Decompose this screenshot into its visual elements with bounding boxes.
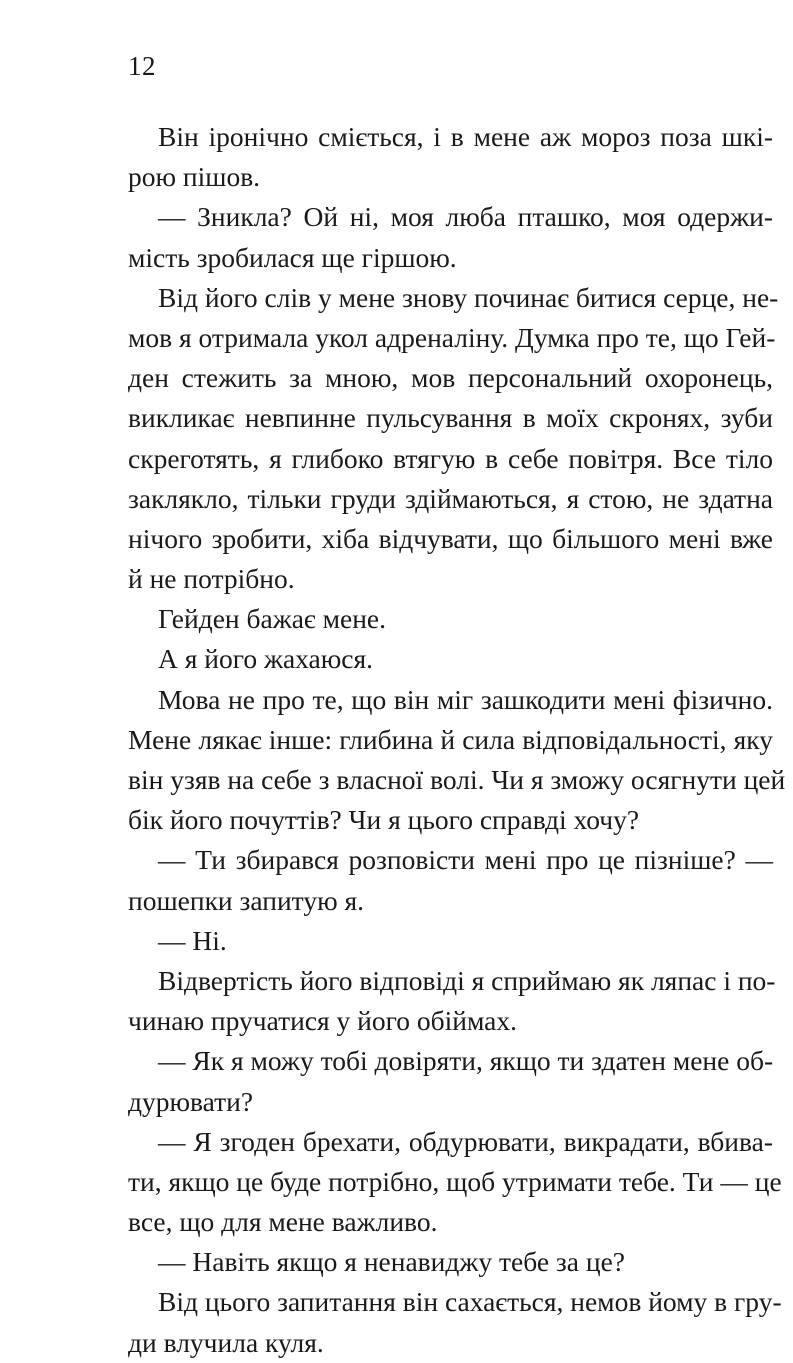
- text-line: Мова не про те, що він міг зашкодити мені фізично.: [158, 683, 773, 715]
- text-line: нічого зробити, хіба відчувати, що більшого мені вже: [128, 522, 773, 554]
- text-line: ди влучила куля.: [128, 1326, 324, 1358]
- text-line: скреготять, я глибоко втягую в себе повітря. Все тіло: [128, 442, 773, 474]
- text-line: ти, якщо це буде потрібно, щоб утримати тебе. Ти — це: [128, 1165, 782, 1197]
- text-line: чинаю пручатися у його обіймах.: [128, 1005, 517, 1037]
- text-line: Від цього запитання він сахається, немов йому в гру-: [158, 1286, 782, 1318]
- text-line: дурювати?: [128, 1085, 254, 1117]
- text-line: Мене лякає інше: глибина й сила відповідальності, яку: [128, 723, 773, 755]
- text-line: Він іронічно сміється, і в мене аж мороз поза шкі-: [158, 121, 773, 152]
- text-line: — Навіть якщо я ненавиджу тебе за це?: [158, 1246, 626, 1278]
- text-line: — Як я можу тобі довіряти, якщо ти здатен мене об-: [158, 1045, 774, 1077]
- text-line: він узяв на себе з власної волі. Чи я зможу осягнути цей: [128, 764, 786, 795]
- text-line: А я його жахаюся.: [158, 643, 374, 675]
- text-line: викликає невпинне пульсування в моїх скронях, зуби: [128, 402, 773, 434]
- text-line: мов я отримала укол адреналіну. Думка про те, що Гей-: [128, 321, 776, 353]
- text-line: й не потрібно.: [128, 563, 295, 595]
- text-line: рою пішов.: [128, 161, 261, 193]
- text-line: Відвертість його відповіді я сприймаю як ляпас і по-: [158, 964, 776, 996]
- page-number: 12: [128, 51, 156, 81]
- text-line: — Зникла? Ой ні, моя люба пташко, моя одержи-: [158, 201, 773, 233]
- text-line: Від його слів у мене знову починає битися серце, не-: [158, 281, 779, 313]
- text-line: бік його почуттів? Чи я цього справді хочу?: [128, 804, 640, 836]
- body-text: [128, 117, 786, 1363]
- text-line: Гейден бажає мене.: [158, 603, 387, 635]
- text-line: все, що для мене важливо.: [128, 1206, 438, 1238]
- text-line: ден стежить за мною, мов персональний охоронець,: [128, 362, 773, 394]
- text-line: заклякло, тільки груди здіймаються, я стою, не здатна: [128, 482, 773, 514]
- text-line: пошепки запитую я.: [128, 884, 365, 916]
- text-line: — Я згоден брехати, обдурювати, викрадати, вбива-: [158, 1125, 773, 1157]
- text-line: — Ти збирався розповісти мені про це пізніше? —: [158, 844, 773, 876]
- text-line: мість зробилася ще гіршою.: [128, 241, 457, 273]
- text-line: — Ні.: [158, 924, 227, 956]
